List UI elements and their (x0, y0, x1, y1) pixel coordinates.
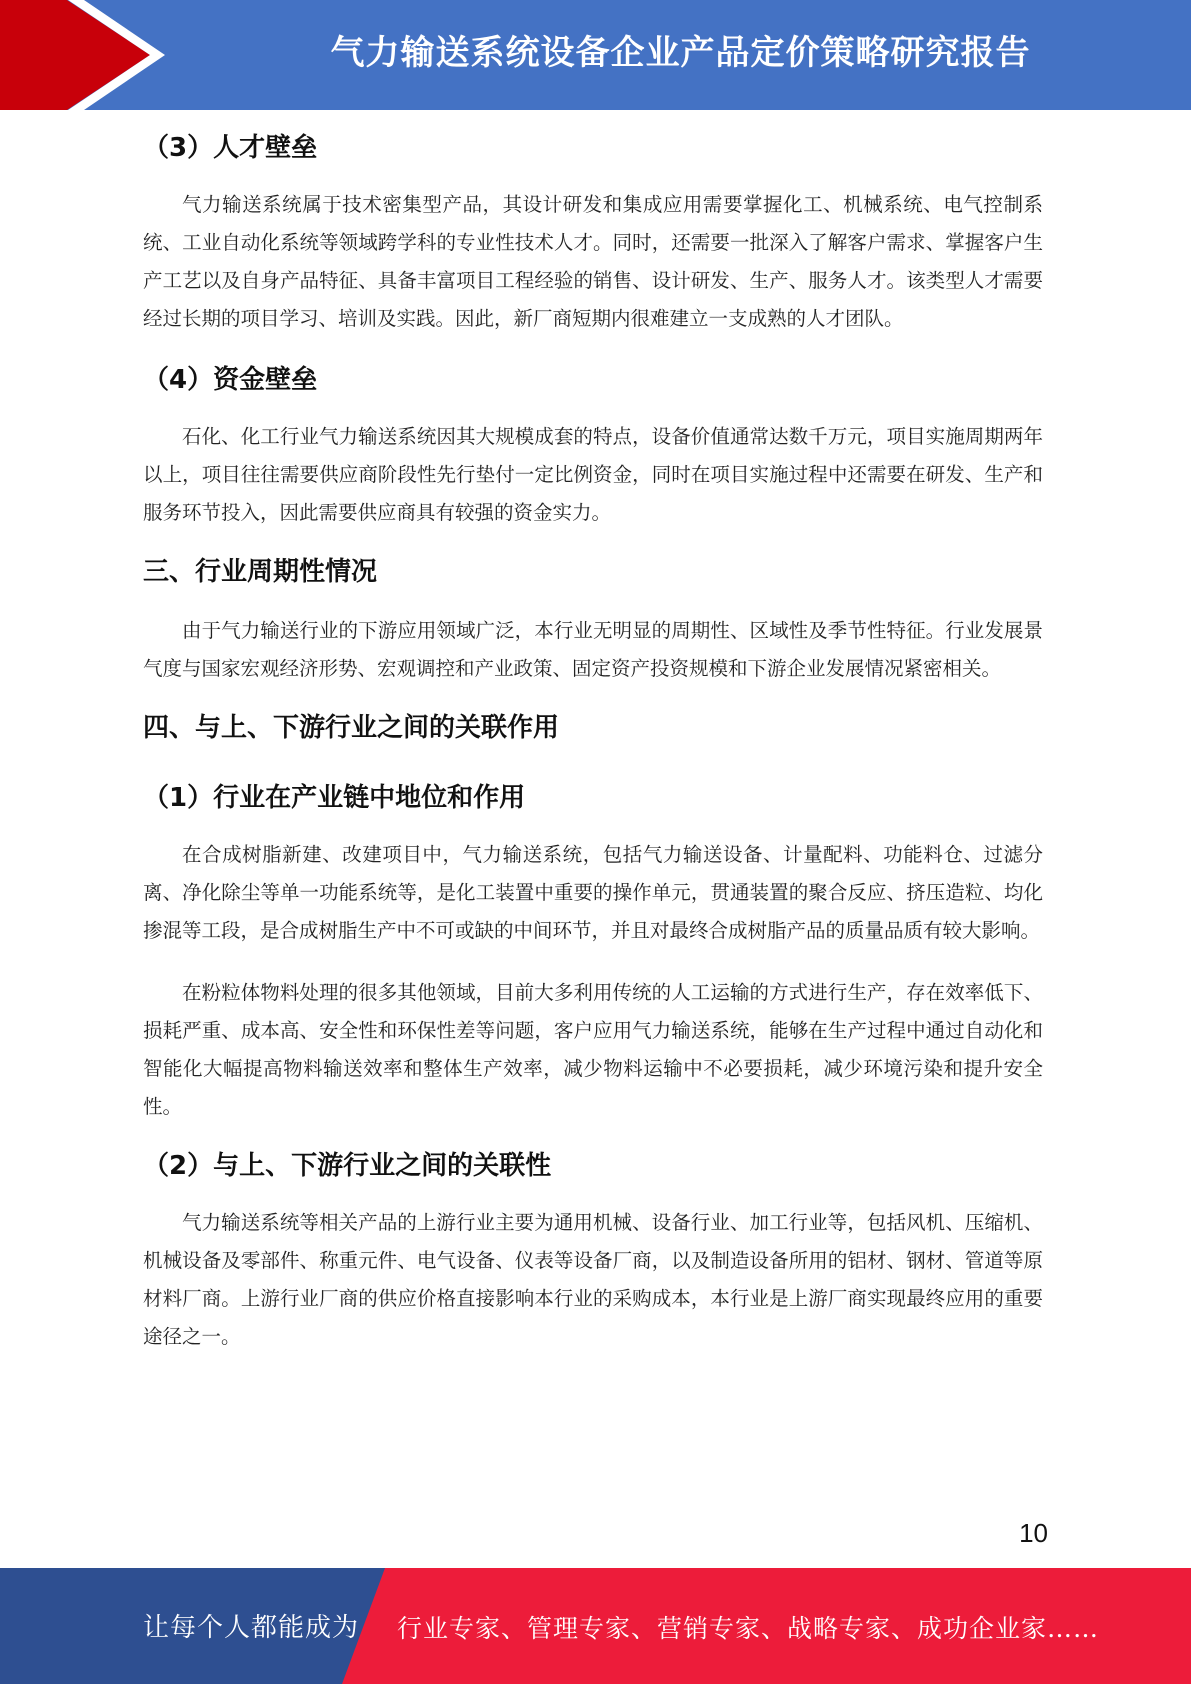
heading-industry-position: （1）行业在产业链中地位和作用 (143, 783, 526, 813)
paragraph-chain-relation: 气力输送系统等相关产品的上游行业主要为通用机械、设备行业、加工行业等，包括风机、压缩机、机械设备及零部件、称重元件、电气设备、仪表等设备厂商，以及制造设备所用的铝材、钢材、管道等原材料厂商。上游行业厂商的供应价格直接影响本行业的采购成本，本行业是上游厂商实现最终应用的重要途径之一。 (143, 1211, 1043, 1348)
heading-talent-barrier: （3）人才壁垒 (143, 133, 318, 163)
heading-industry-cycle: 三、行业周期性情况 (143, 557, 378, 587)
header-red-chevron (0, 0, 150, 110)
page-number: 10 (1019, 1518, 1048, 1548)
page-footer (0, 1568, 1191, 1684)
paragraph-industry-cycle: 由于气力输送行业的下游应用领域广泛，本行业无明显的周期性、区域性及季节性特征。行业发展景气度与国家宏观经济形势、宏观调控和产业政策、固定资产投资规模和下游企业发展情况紧密相关。 (143, 619, 1043, 680)
heading-capital-barrier: （4）资金壁垒 (143, 365, 318, 395)
footer-slogan-right: 行业专家、管理专家、营销专家、战略专家、成功企业家…… (397, 1614, 1100, 1643)
report-title: 气力输送系统设备企业产品定价策略研究报告 (330, 33, 1031, 73)
page-header (0, 0, 1191, 110)
footer-slogan-left: 让每个人都能成为 (143, 1613, 360, 1643)
paragraph-talent-barrier: 气力输送系统属于技术密集型产品，其设计研发和集成应用需要掌握化工、机械系统、电气控制系统、工业自动化系统等领域跨学科的专业性技术人才。同时，还需要一批深入了解客户需求、掌握客户生产工艺以及自身产品特征、具备丰富项目工程经验的销售、设计研发、生产、服务人才。该类型人才需要经过长期的项目学习、培训及实践。因此，新厂商短期内很难建立一支成熟的人才团队。 (143, 193, 1043, 330)
paragraph-industry-position-1: 在合成树脂新建、改建项目中，气力输送系统，包括气力输送设备、计量配料、功能料仓、过滤分离、净化除尘等单一功能系统等，是化工装置中重要的操作单元，贯通装置的聚合反应、挤压造粒、均化掺混等工段，是合成树脂生产中不可或缺的中间环节，并且对最终合成树脂产品的质量品质有较大影响。 (143, 843, 1043, 942)
paragraph-industry-position-2: 在粉粒体物料处理的很多其他领域，目前大多利用传统的人工运输的方式进行生产，存在效率低下、损耗严重、成本高、安全性和环保性差等问题，客户应用气力输送系统，能够在生产过程中通过自动化和智能化大幅提高物料输送效率和整体生产效率，减少物料运输中不必要损耗，减少环境污染和提升安全性。 (143, 981, 1043, 1118)
heading-chain-relation: （2）与上、下游行业之间的关联性 (143, 1151, 552, 1181)
page-content (143, 128, 1043, 1356)
paragraph-capital-barrier: 石化、化工行业气力输送系统因其大规模成套的特点，设备价值通常达数千万元，项目实施周期两年以上，项目往往需要供应商阶段性先行垫付一定比例资金，同时在项目实施过程中还需要在研发、生产和服务环节投入，因此需要供应商具有较强的资金实力。 (143, 425, 1043, 524)
heading-upstream-downstream: 四、与上、下游行业之间的关联作用 (143, 713, 560, 743)
